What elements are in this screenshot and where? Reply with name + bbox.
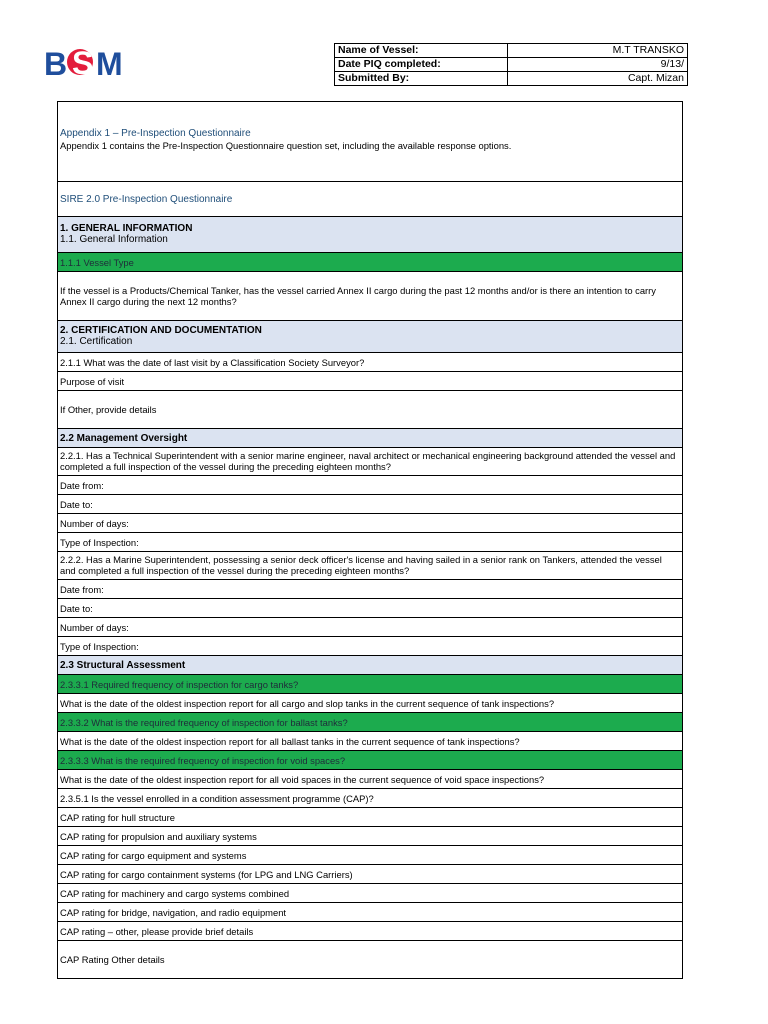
other-details-label: If Other, provide details (60, 404, 157, 415)
cap-machinery-row[interactable] (58, 884, 682, 903)
num-days-row[interactable] (58, 514, 682, 533)
date-label: Date PIQ completed: (335, 58, 508, 72)
green-2-3-3-2-text: 2.3.3.2 What is the required frequency of inspection for ballast tanks? (60, 716, 348, 728)
section-structural-title: 2.3 Structural Assessment (60, 659, 186, 671)
questionnaire-sheet (57, 101, 683, 979)
logo-letter-s: S (72, 45, 93, 80)
question-void-spaces[interactable] (58, 770, 682, 789)
question-cargo-tanks[interactable] (58, 694, 682, 713)
question-cargo-tanks-text: What is the date of the oldest inspection report for all cargo and slop tanks in the current sequence of tank inspections? (60, 697, 555, 709)
cap-bridge-label: CAP rating for bridge, navigation, and radio equipment (60, 906, 287, 918)
question-ballast-tanks-text: What is the date of the oldest inspection report for all ballast tanks in the current sequence of tank inspections? (60, 735, 520, 747)
vessel-label: Name of Vessel: (335, 44, 508, 58)
cap-propulsion-label: CAP rating for propulsion and auxiliary systems (60, 830, 257, 842)
appendix-title: Appendix 1 – Pre-Inspection Questionnaire (60, 128, 251, 139)
type-inspection-row[interactable] (58, 533, 682, 552)
vessel-type-row[interactable] (58, 253, 682, 272)
question-2-2-1[interactable] (58, 448, 682, 476)
submitted-label: Submitted By: (335, 72, 508, 86)
section-management (58, 429, 682, 448)
section-cert-title: 2. CERTIFICATION AND DOCUMENTATION (60, 325, 262, 336)
section-general-sub: 1.1. General Information (60, 234, 168, 245)
logo-letter-m: M (96, 46, 122, 80)
submitted-row (335, 72, 688, 86)
section-general-title: 1. GENERAL INFORMATION (60, 223, 193, 234)
cap-cargo-equipment-label: CAP rating for cargo equipment and systems (60, 849, 247, 861)
question-2-2-2[interactable] (58, 552, 682, 580)
cap-hull-row[interactable] (58, 808, 682, 827)
purpose-of-visit-label: Purpose of visit (60, 375, 125, 387)
annex-question: If the vessel is a Products/Chemical Tanker, has the vessel carried Annex II cargo during the past 12 months and/or is there an intention to carry Annex II cargo during the next 12 months? (60, 285, 656, 307)
logo-letter-b: B (44, 46, 67, 80)
question-2-3-5-1-text: 2.3.5.1 Is the vessel enrolled in a condition assessment programme (CAP)? (60, 792, 374, 804)
section-general (58, 217, 682, 253)
date-to-row-2[interactable] (58, 599, 682, 618)
other-details-row[interactable] (58, 391, 682, 429)
green-2-3-3-1-text: 2.3.3.1 Required frequency of inspection for cargo tanks? (60, 678, 299, 690)
type-inspection-row-2[interactable] (58, 637, 682, 656)
cap-other-row[interactable] (58, 922, 682, 941)
green-2-3-3-3[interactable] (58, 751, 682, 770)
appendix-desc: Appendix 1 contains the Pre-Inspection Questionnaire question set, including the available response options. (60, 140, 512, 151)
question-2-1-1[interactable] (58, 353, 682, 372)
date-to-row[interactable] (58, 495, 682, 514)
cap-containment-label: CAP rating for cargo containment systems (for LPG and LNG Carriers) (60, 868, 353, 880)
cap-bridge-row[interactable] (58, 903, 682, 922)
date-from-row[interactable] (58, 476, 682, 495)
num-days-row-2[interactable] (58, 618, 682, 637)
cap-other-details-row[interactable] (58, 941, 682, 979)
num-days-label-2: Number of days: (60, 621, 129, 633)
bsm-logo-mark (44, 44, 136, 80)
cap-other-label: CAP rating – other, please provide brief details (60, 925, 254, 937)
green-2-3-3-3-text: 2.3.3.3 What is the required frequency of inspection for void spaces? (60, 754, 346, 766)
question-ballast-tanks[interactable] (58, 732, 682, 751)
question-2-2-2-text: 2.2.2. Has a Marine Superintendent, possessing a senior deck officer's license and having sailed in a senior rank on Tankers, attended the vessel and completed a full inspection of the vessel during the preceding eighteen months? (60, 554, 662, 576)
date-to-label: Date to: (60, 498, 93, 510)
num-days-label: Number of days: (60, 517, 129, 529)
appendix-block (58, 102, 682, 182)
section-cert-sub: 2.1. Certification (60, 336, 133, 347)
green-2-3-3-2[interactable] (58, 713, 682, 732)
purpose-of-visit-row[interactable] (58, 372, 682, 391)
cap-other-details-label: CAP Rating Other details (60, 954, 165, 965)
section-structural (58, 656, 682, 675)
type-inspection-label-2: Type of Inspection: (60, 640, 139, 652)
vessel-info-table (334, 43, 688, 86)
sire-title-row (58, 182, 682, 217)
bsm-logo (44, 44, 136, 80)
question-void-spaces-text: What is the date of the oldest inspection report for all void spaces in the current sequence of void space inspections? (60, 773, 545, 785)
sire-title: SIRE 2.0 Pre-Inspection Questionnaire (60, 193, 233, 205)
vessel-type-label: 1.1.1 Vessel Type (60, 256, 134, 268)
date-from-row-2[interactable] (58, 580, 682, 599)
type-inspection-label: Type of Inspection: (60, 536, 139, 548)
vessel-row (335, 44, 688, 58)
cap-hull-label: CAP rating for hull structure (60, 811, 175, 823)
section-certification (58, 321, 682, 353)
submitted-value[interactable]: Capt. Mizan (508, 72, 688, 86)
date-from-label: Date from: (60, 479, 104, 491)
cap-propulsion-row[interactable] (58, 827, 682, 846)
cap-machinery-label: CAP rating for machinery and cargo systems combined (60, 887, 290, 899)
cap-cargo-equipment-row[interactable] (58, 846, 682, 865)
date-to-label-2: Date to: (60, 602, 93, 614)
question-2-2-1-text: 2.2.1. Has a Technical Superintendent with a senior marine engineer, naval architect or mechanical engineering background attended the vessel and completed a full inspection of the vessel during the preceding eighteen months? (60, 450, 676, 472)
question-2-3-5-1[interactable] (58, 789, 682, 808)
vessel-value[interactable]: M.T TRANSKO (508, 44, 688, 58)
date-value[interactable]: 9/13/ (508, 58, 688, 72)
question-2-1-1-text: 2.1.1 What was the date of last visit by a Classification Society Surveyor? (60, 356, 365, 368)
date-row (335, 58, 688, 72)
date-from-label-2: Date from: (60, 583, 104, 595)
annex-question-row[interactable] (58, 272, 682, 321)
green-2-3-3-1[interactable] (58, 675, 682, 694)
section-management-title: 2.2 Management Oversight (60, 432, 188, 444)
cap-containment-row[interactable] (58, 865, 682, 884)
